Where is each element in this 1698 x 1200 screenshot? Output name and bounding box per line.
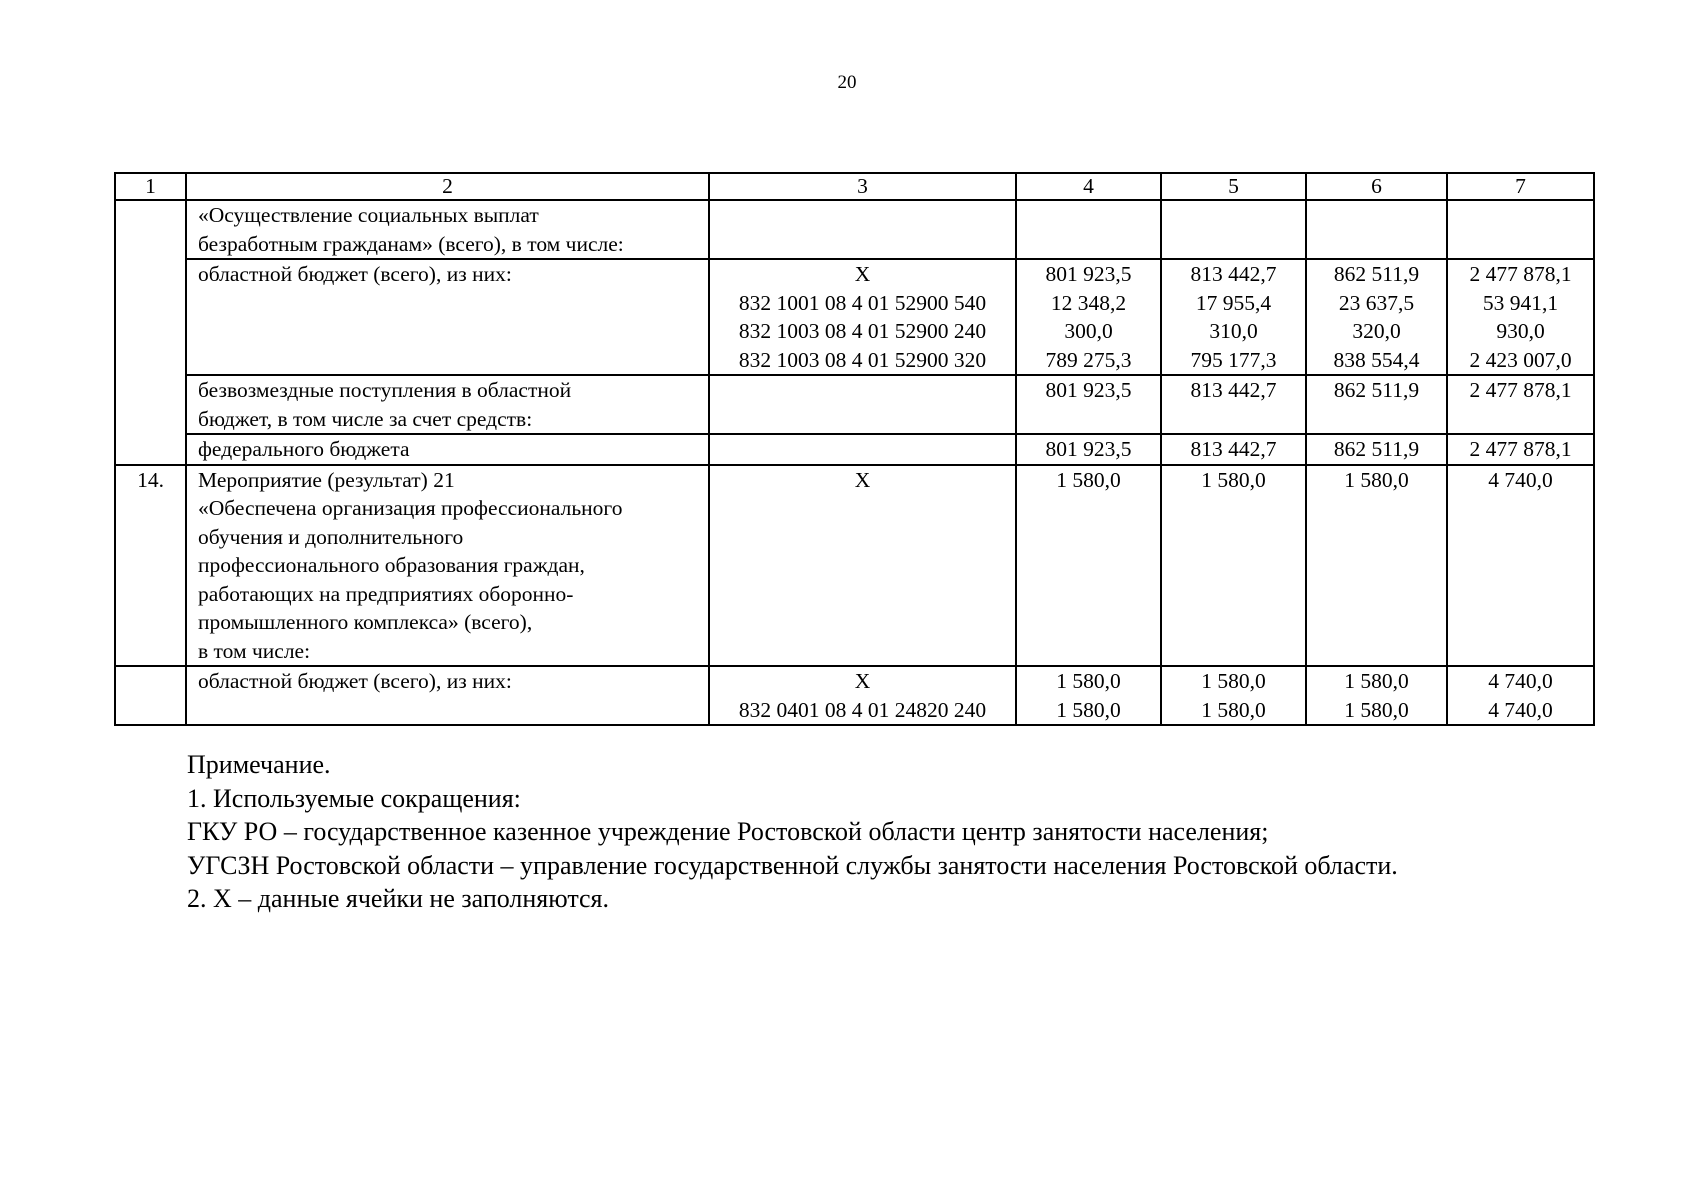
value-col-5: 795 177,3 xyxy=(1190,347,1277,372)
value-col-4-cell xyxy=(1016,666,1161,725)
row-description: «Осуществление социальных выплат xyxy=(198,203,539,227)
value-col-5: 310,0 xyxy=(1209,319,1258,343)
value-col-4: 801 923,5 xyxy=(1045,262,1132,286)
note-line: 2. Х – данные ячейки не заполняются. xyxy=(187,884,610,913)
notes-section xyxy=(187,748,1398,916)
column-header: 3 xyxy=(709,173,1016,200)
budget-code-cell xyxy=(709,666,1016,725)
row-description: обучения и дополнительного xyxy=(198,524,464,549)
row-description: областной бюджет (всего), из них: xyxy=(198,262,512,286)
row-description: бюджет, в том числе за счет средств: xyxy=(198,406,533,431)
row-description: профессионального образования граждан, xyxy=(198,553,585,577)
value-col-7: 4 740,0 xyxy=(1488,467,1553,492)
value-col-7: 53 941,1 xyxy=(1482,290,1559,315)
note-line: 1. Используемые сокращения: xyxy=(187,783,521,813)
value-col-7: 930,0 xyxy=(1496,319,1545,343)
table-header-row xyxy=(115,173,1594,200)
value-col-7-cell xyxy=(1447,434,1594,465)
value-col-4: 801 923,5 xyxy=(1045,437,1132,461)
value-col-4: 801 923,5 xyxy=(1045,378,1132,402)
column-header: 2 xyxy=(186,173,709,200)
value-col-5: 1 580,0 xyxy=(1201,697,1266,722)
value-col-6-cell xyxy=(1306,375,1447,434)
table-row xyxy=(115,434,1594,465)
value-col-4: 1 580,0 xyxy=(1056,669,1121,693)
column-header: 1 xyxy=(115,173,186,200)
value-col-5: 813 442,7 xyxy=(1190,378,1277,402)
value-col-6: 320,0 xyxy=(1352,319,1401,343)
row-index-cell xyxy=(115,666,186,725)
budget-code: Х xyxy=(854,262,871,286)
budget-code: 832 1003 08 4 01 52900 240 xyxy=(738,319,987,343)
value-col-7: 2 477 878,1 xyxy=(1469,378,1572,402)
value-col-7: 4 740,0 xyxy=(1488,697,1553,722)
value-col-7: 4 740,0 xyxy=(1488,669,1553,693)
note-line: УГСЗН Ростовской области – управление государственной службы занятости населения Ростовской области. xyxy=(187,850,1398,880)
value-col-5-cell xyxy=(1161,375,1306,434)
budget-code-cell xyxy=(709,465,1016,667)
value-col-4: 12 348,2 xyxy=(1050,290,1127,315)
value-col-4: 1 580,0 xyxy=(1056,697,1121,722)
value-col-5-cell xyxy=(1161,434,1306,465)
table-row xyxy=(115,375,1594,434)
budget-code-cell xyxy=(709,434,1016,465)
value-col-6: 862 511,9 xyxy=(1333,378,1420,402)
row-description: безвозмездные поступления в областной xyxy=(198,378,572,402)
page-number: 20 xyxy=(837,72,857,93)
row-description: безработным гражданам» (всего), в том числе: xyxy=(198,231,624,256)
budget-code-cell xyxy=(709,259,1016,375)
column-header: 5 xyxy=(1161,173,1306,200)
row-description-cell xyxy=(186,375,709,434)
value-col-4: 300,0 xyxy=(1064,319,1113,343)
row-description: промышленного комплекса» (всего), xyxy=(198,610,533,634)
budget-code: 832 1001 08 4 01 52900 540 xyxy=(738,290,987,315)
note-line: ГКУ РО – государственное казенное учреждение Ростовской области центр занятости населения; xyxy=(187,817,1269,846)
value-col-5-cell xyxy=(1161,259,1306,375)
row-description-cell xyxy=(186,200,709,259)
value-col-4: 1 580,0 xyxy=(1056,467,1121,492)
table-row xyxy=(115,465,1594,667)
value-col-7-cell xyxy=(1447,259,1594,375)
row-description: работающих на предприятиях оборонно- xyxy=(198,581,574,606)
row-index-cell xyxy=(115,465,186,667)
row-description: Мероприятие (результат) 21 xyxy=(198,467,455,492)
column-header: 4 xyxy=(1016,173,1161,200)
budget-code: 832 1003 08 4 01 52900 320 xyxy=(738,347,987,372)
value-col-6: 23 637,5 xyxy=(1338,290,1415,315)
value-col-4: 789 275,3 xyxy=(1045,347,1132,372)
table-row xyxy=(115,666,1594,725)
value-col-6-cell xyxy=(1306,465,1447,667)
budget-table xyxy=(114,172,1595,726)
value-col-6: 1 580,0 xyxy=(1344,697,1409,722)
budget-code-cell xyxy=(709,375,1016,434)
budget-code: Х xyxy=(854,669,871,693)
column-header: 7 xyxy=(1447,173,1594,200)
row-description-cell xyxy=(186,465,709,667)
budget-code-cell xyxy=(709,200,1016,259)
value-col-4-cell xyxy=(1016,259,1161,375)
value-col-6: 1 580,0 xyxy=(1344,669,1409,693)
value-col-5-cell xyxy=(1161,465,1306,667)
value-col-4-cell xyxy=(1016,465,1161,667)
table-row xyxy=(115,259,1594,375)
value-col-6: 862 511,9 xyxy=(1333,437,1420,461)
value-col-6-cell xyxy=(1306,434,1447,465)
column-header: 6 xyxy=(1306,173,1447,200)
value-col-7-cell xyxy=(1447,666,1594,725)
value-col-5: 813 442,7 xyxy=(1190,437,1277,461)
value-col-6-cell xyxy=(1306,666,1447,725)
row-description-cell xyxy=(186,666,709,725)
budget-code: 832 0401 08 4 01 24820 240 xyxy=(738,697,987,722)
budget-code: Х xyxy=(854,467,871,492)
row-description-cell xyxy=(186,434,709,465)
row-description: «Обеспечена организация профессионального xyxy=(198,496,623,520)
value-col-7-cell xyxy=(1447,375,1594,434)
row-description: областной бюджет (всего), из них: xyxy=(198,669,512,693)
row-description: федерального бюджета xyxy=(198,437,410,461)
value-col-6: 862 511,9 xyxy=(1333,262,1420,286)
value-col-4-cell xyxy=(1016,375,1161,434)
value-col-5: 17 955,4 xyxy=(1195,290,1272,315)
value-col-7-cell xyxy=(1447,200,1594,259)
value-col-5-cell xyxy=(1161,666,1306,725)
row-description: в том числе: xyxy=(198,638,311,663)
value-col-7: 2 423 007,0 xyxy=(1469,347,1572,372)
value-col-7: 2 477 878,1 xyxy=(1469,262,1572,286)
table-row xyxy=(115,200,1594,259)
value-col-6: 838 554,4 xyxy=(1333,347,1420,372)
notes-title: Примечание. xyxy=(187,750,331,779)
value-col-5: 1 580,0 xyxy=(1201,669,1266,693)
value-col-5-cell xyxy=(1161,200,1306,259)
value-col-4-cell xyxy=(1016,200,1161,259)
row-index: 14. xyxy=(137,467,164,492)
value-col-7: 2 477 878,1 xyxy=(1469,437,1572,461)
value-col-6-cell xyxy=(1306,259,1447,375)
value-col-4-cell xyxy=(1016,434,1161,465)
row-index-cell xyxy=(115,200,186,465)
value-col-5: 1 580,0 xyxy=(1201,467,1266,492)
value-col-5: 813 442,7 xyxy=(1190,262,1277,286)
row-description-cell xyxy=(186,259,709,375)
value-col-7-cell xyxy=(1447,465,1594,667)
value-col-6-cell xyxy=(1306,200,1447,259)
value-col-6: 1 580,0 xyxy=(1344,467,1409,492)
